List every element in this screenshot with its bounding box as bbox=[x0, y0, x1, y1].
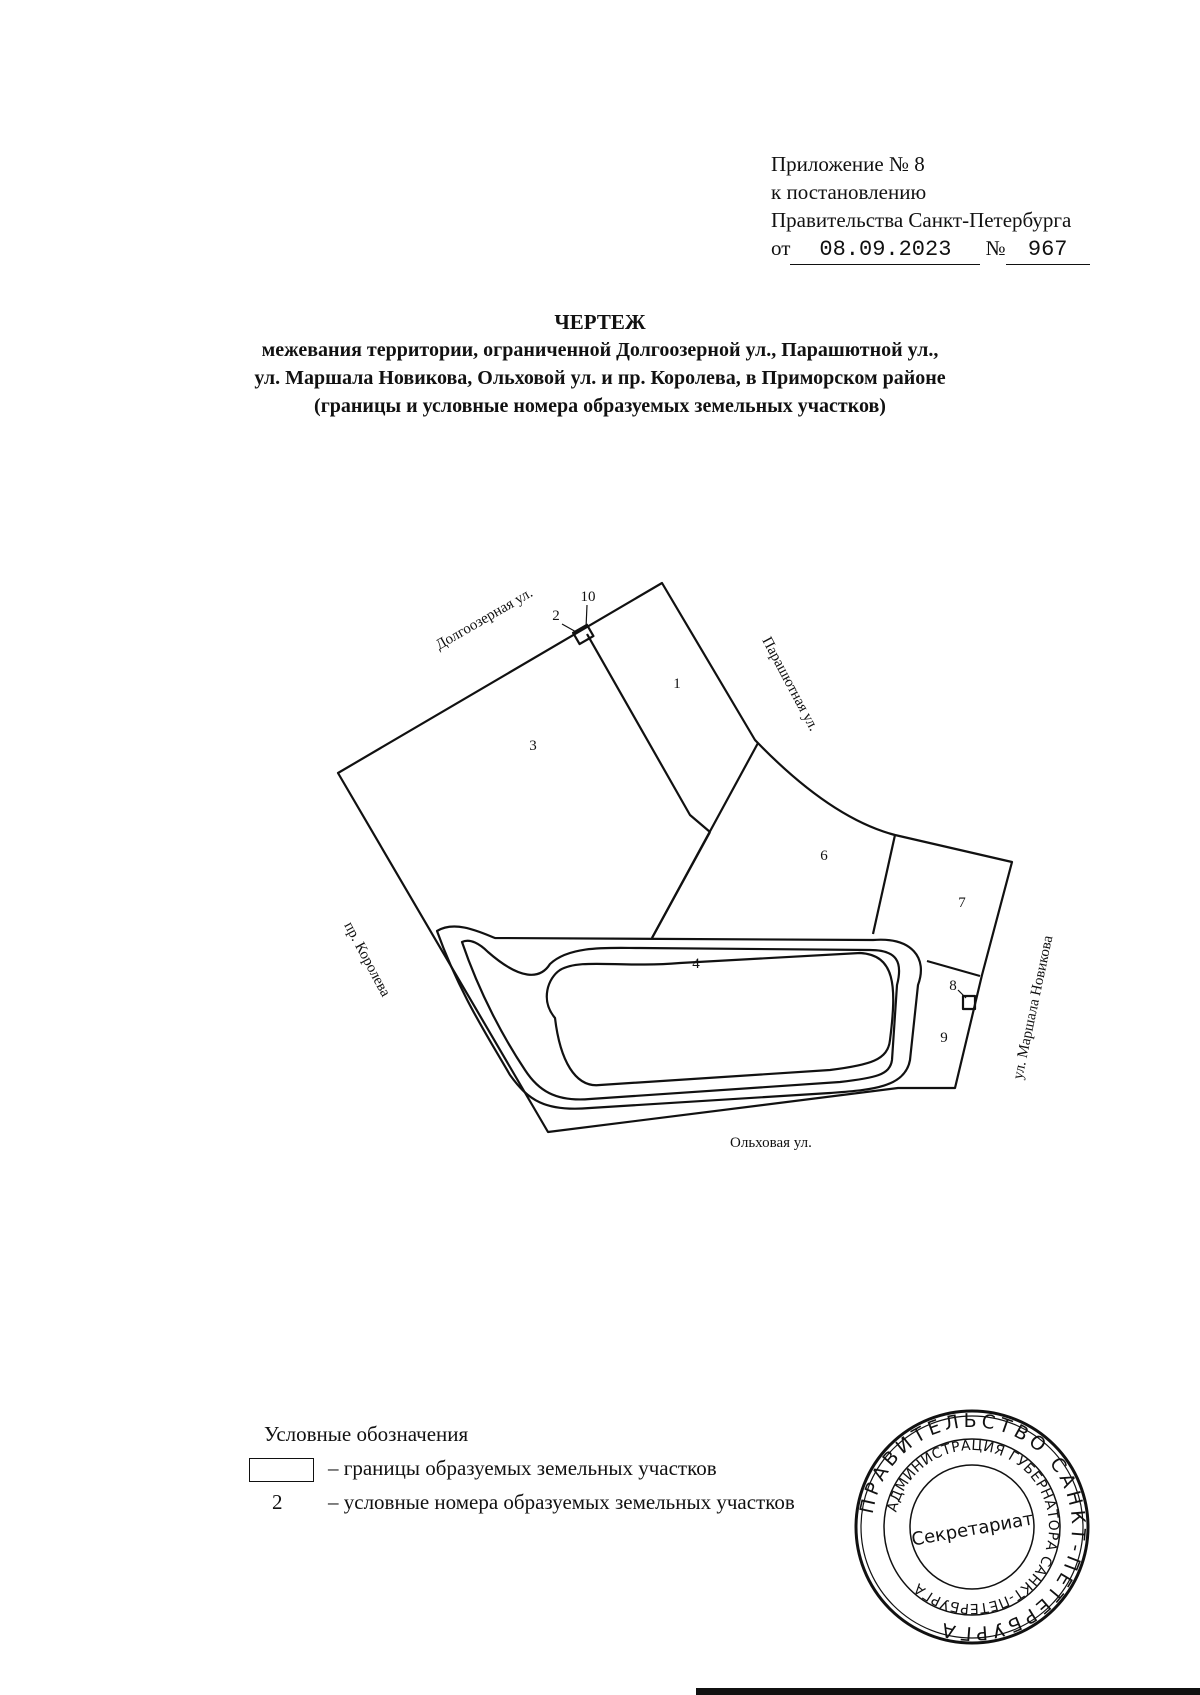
legend-number-label: – условные номера образуемых земельных участков bbox=[328, 1490, 795, 1514]
lake-shoreline bbox=[547, 953, 893, 1085]
parcel-label-7: 7 bbox=[958, 895, 966, 911]
parcel-label-3: 3 bbox=[529, 738, 537, 754]
seal-outer-text: ПРАВИТЕЛЬСТВО САНКТ-ПЕТЕРБУРГА bbox=[855, 1409, 1090, 1645]
official-seal bbox=[852, 1407, 1092, 1647]
parcel-label-9: 9 bbox=[940, 1030, 948, 1046]
number-prefix: № bbox=[985, 236, 1006, 260]
boundary-6-7 bbox=[873, 835, 895, 934]
parcel-label-4: 4 bbox=[692, 956, 700, 972]
date-prefix: от bbox=[771, 236, 791, 260]
title-line-3: (границы и условные номера образуемых земельных участков) bbox=[314, 395, 886, 417]
street-koroleva: пр. Королева bbox=[340, 919, 394, 1000]
parcel-label-6: 6 bbox=[820, 848, 828, 864]
street-marshala-novikova: ул. Маршала Новикова bbox=[1010, 934, 1057, 1081]
annex-date: 08.09.2023 bbox=[790, 236, 980, 265]
annex-line-1: Приложение № 8 bbox=[771, 152, 925, 176]
legend-boundary-label: – границы образуемых земельных участков bbox=[328, 1456, 717, 1480]
annex-line-2: к постановлению bbox=[771, 180, 927, 204]
bottom-edge-bar bbox=[696, 1688, 1200, 1695]
boundary-1-6 bbox=[652, 743, 758, 938]
street-olkhovaya: Ольховая ул. bbox=[730, 1135, 812, 1151]
seal-center-text: Секретариат bbox=[909, 1508, 1035, 1551]
boundary-1-3 bbox=[587, 634, 710, 832]
leader-2 bbox=[562, 624, 578, 633]
annex-line-3: Правительства Санкт-Петербурга bbox=[771, 208, 1072, 232]
title-heading: ЧЕРТЕЖ bbox=[554, 310, 646, 334]
parcel-label-1: 1 bbox=[673, 676, 681, 692]
title-line-1: межевания территории, ограниченной Долгоозерной ул., Парашютной ул., bbox=[261, 339, 939, 361]
seal-inner-text: АДМИНИСТРАЦИЯ ГУБЕРНАТОРА САНКТ-ПЕТЕРБУРГА bbox=[884, 1437, 1062, 1617]
parcel-4-ring-inner bbox=[462, 941, 899, 1100]
legend-title: Условные обозначения bbox=[264, 1422, 469, 1446]
legend-number-example: 2 bbox=[272, 1490, 283, 1514]
boundary-7-9 bbox=[927, 961, 980, 976]
parcel-label-8: 8 bbox=[949, 978, 957, 994]
annex-number: 967 bbox=[1006, 236, 1090, 265]
title-line-2: ул. Маршала Новикова, Ольховой ул. и пр. Королева, в Приморском районе bbox=[254, 367, 946, 389]
street-dolgoozernaya: Долгоозерная ул. bbox=[433, 584, 536, 654]
street-parashyutnaya: Парашютная ул. bbox=[758, 634, 822, 734]
parcel-label-2: 2 bbox=[552, 608, 560, 624]
parcel-label-10: 10 bbox=[580, 589, 596, 605]
parcel-8-marker bbox=[963, 996, 975, 1009]
legend-boundary-symbol bbox=[249, 1458, 314, 1482]
